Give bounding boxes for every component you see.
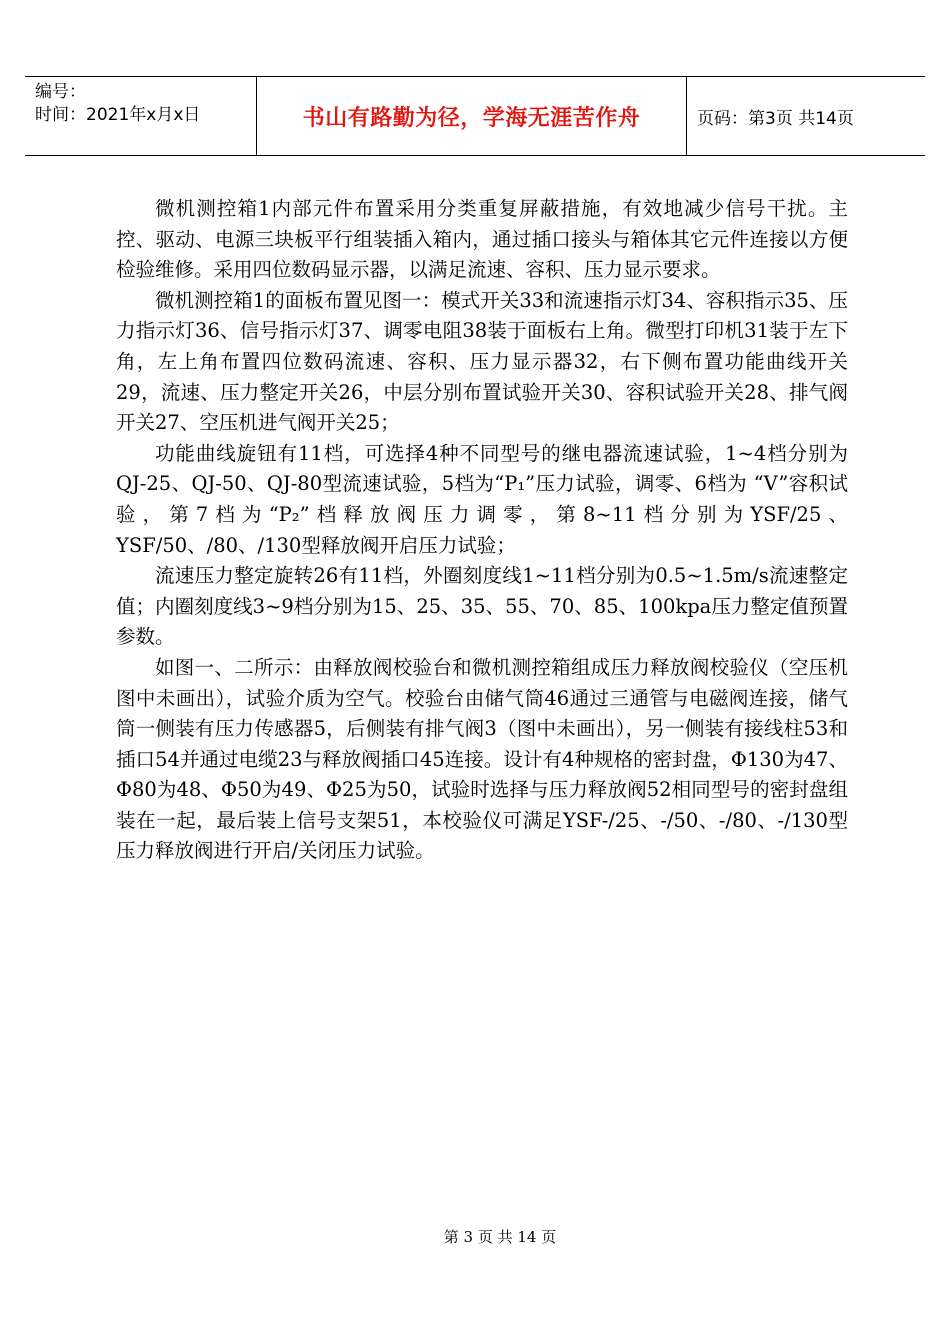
body-paragraph: 流速压力整定旋转26有11档，外圈刻度线1~11档分别为0.5~1.5m/s流速整定值；内圈刻度线3~9档分别为15、25、35、55、70、85、100kpa压力整定值预置参数。	[116, 564, 848, 649]
document-number-label: 编号：	[35, 82, 86, 102]
header-page-cell	[687, 77, 925, 155]
header-info-cell	[25, 77, 257, 155]
document-time-label: 时间：2021年x月x日	[35, 105, 201, 125]
footer-page-number: 第 3 页 共 14 页	[443, 1228, 557, 1246]
header-page-code: 页码：第3页 共14页	[697, 108, 854, 129]
body-paragraph: 微机测控箱1的面板布置见图一：模式开关33和流速指示灯34、容积指示35、压力指示灯36、信号指示灯37、调零电阻38装于面板右上角。微型打印机31装于左下角，左上角布置四位数码流速、容积、压力显示器32，右下侧布置功能曲线开关29，流速、压力整定开关26，中层分别布置试验开关30、容积试验开关28、排气阀开关27、空压机进气阀开关25；	[116, 288, 848, 435]
page-header	[25, 76, 925, 156]
body-paragraph: 功能曲线旋钮有11档，可选择4种不同型号的继电器流速试验，1~4档分别为QJ-25、QJ-50、QJ-80型流速试验，5档为“P₁”压力试验，调零、6档为 “V”容积试验，第7档为“P₂”档释放阀压力调零，第8~11档分别为YSF/25、YSF/50、/80、/130型释放阀开启压力试验；	[116, 441, 848, 557]
body-paragraph: 如图一、二所示：由释放阀校验台和微机测控箱组成压力释放阀校验仪（空压机图中未画出），试验介质为空气。校验台由储气筒46通过三通管与电磁阀连接，储气筒一侧装有压力传感器5，后侧装有排气阀3（图中未画出），另一侧装有接线柱53和插口54并通过电缆23与释放阀插口45连接。设计有4种规格的密封盘，Φ130为47、Φ80为48、Φ50为49、Φ25为50，试验时选择与压力释放阀52相同型号的密封盘组装在一起，最后装上信号支架51，本校验仪可满足YSF-/25、-/50、-/80、-/130型压力释放阀进行开启/关闭压力试验。	[116, 655, 848, 863]
header-motto: 书山有路勤为径，学海无涯苦作舟	[302, 105, 641, 131]
header-motto-cell	[257, 77, 687, 155]
page-footer	[0, 1226, 950, 1247]
document-body	[116, 194, 848, 867]
body-paragraph: 微机测控箱1内部元件布置采用分类重复屏蔽措施，有效地减少信号干扰。主控、驱动、电源三块板平行组装插入箱内，通过插口接头与箱体其它元件连接以方便检验维修。采用四位数码显示器，以满足流速、容积、压力显示要求。	[116, 197, 848, 282]
